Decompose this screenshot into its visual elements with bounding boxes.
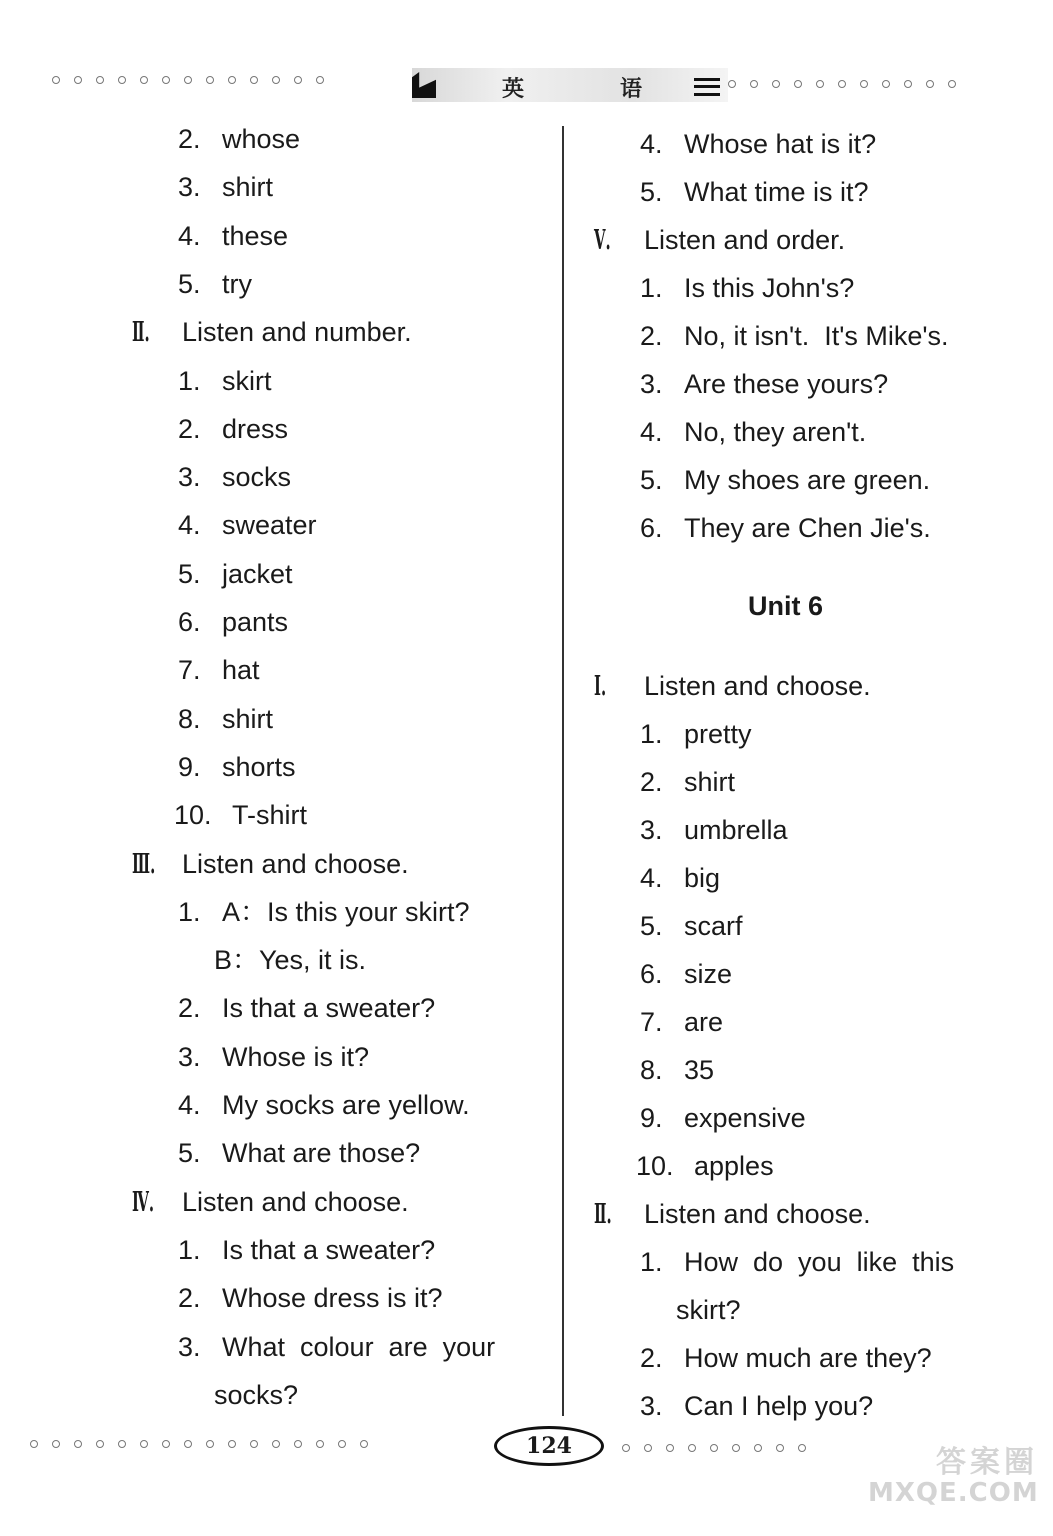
item-number: 9. [178,751,201,782]
decorative-dot [360,1440,368,1448]
item-number: 3. [178,462,201,493]
decorative-dot [118,76,126,84]
column-divider [562,126,564,1416]
answer-item: T-shirt [232,800,308,831]
page-number: 124 [494,1426,604,1466]
decorative-dot [118,1440,126,1448]
answer-item: What colour are your [222,1331,496,1362]
answer-item: these [222,220,289,251]
item-number: 4. [178,1090,201,1120]
watermark-logo: 答案圈 [936,1445,1038,1480]
section-instruction: Listen and choose. [182,848,409,879]
decorative-dot [732,1444,740,1452]
item-number: 10. [636,1151,674,1181]
item-number: 6. [640,513,663,543]
decorative-dot [688,1444,696,1452]
answer-item: scarf [684,911,743,941]
answer-item-continued: B：Yes, it is. [214,945,367,976]
item-number: 2. [640,767,663,797]
answer-item: pretty [684,719,752,749]
decorative-dot [206,1440,214,1448]
item-number: 9. [640,1103,663,1133]
answer-item: Is this John's? [684,273,855,303]
decorative-dot [206,76,214,84]
item-number: 4. [178,220,201,251]
answer-item: shirt [222,172,274,203]
answer-item: try [222,268,252,299]
decorative-dot [184,76,192,84]
decorative-dot [140,76,148,84]
section-instruction: Listen and choose. [644,671,871,701]
decorative-dot [948,80,956,88]
item-number: 3. [640,815,663,845]
item-number: 4. [640,417,663,447]
answer-item: What time is it? [684,177,869,207]
section-number [132,1185,172,1220]
item-number: 10. [174,800,212,831]
answer-item: My shoes are green. [684,465,931,495]
roman-numeral: Ⅲ. [132,848,156,880]
item-number: 1. [640,273,663,303]
decorative-dot [794,80,802,88]
item-number: 3. [178,1041,201,1072]
answer-item: sweater [222,510,317,541]
decorative-dot [666,1444,674,1452]
item-number: 5. [178,268,201,299]
answer-item: hat [222,655,260,686]
decorative-dot [96,1440,104,1448]
item-number: 2. [640,1343,663,1373]
answer-item: expensive [684,1103,806,1133]
decorative-dot [272,76,280,84]
item-number: 5. [178,558,201,589]
answer-item-continued: socks? [214,1379,299,1410]
answer-item: pants [222,607,289,637]
answer-item: No, they aren't. [684,417,867,447]
decorative-dot [30,1440,38,1448]
item-number: 5. [640,911,663,941]
item-number: 3. [178,172,201,203]
decorative-dot [228,1440,236,1448]
section-number [594,669,616,704]
decorative-dot [776,1444,784,1452]
decorative-dot [316,76,324,84]
decorative-dot [162,1440,170,1448]
roman-numeral: Ⅴ. [594,225,611,256]
decorative-dot [338,1440,346,1448]
answer-item: whose [222,124,301,154]
decorative-dot [140,1440,148,1448]
item-number: 3. [640,1391,663,1421]
subject-title [502,72,642,103]
item-number: 1. [178,896,201,927]
decorative-dot [926,80,934,88]
answer-item: A：Is this your skirt? [222,896,470,927]
decorative-dot [750,80,758,88]
subject-title-char-2: 语 [619,76,642,102]
banner-ornament-right-icon [694,78,720,96]
item-number: 2. [178,993,201,1024]
decorative-dot [772,80,780,88]
decorative-dot [250,1440,258,1448]
decorative-dot [52,76,60,84]
answer-item: 35 [684,1055,715,1085]
decorative-dot [316,1440,324,1448]
header-dots-right [728,80,956,88]
subject-banner [412,68,728,102]
answer-item: umbrella [684,815,788,845]
unit-heading: Unit 6 [748,591,824,621]
decorative-dot [162,76,170,84]
answer-item: They are Chen Jie's. [684,513,931,543]
answer-item: Can I help you? [684,1391,874,1421]
answer-item: Whose is it? [222,1041,370,1072]
section-instruction: Listen and order. [644,225,846,255]
decorative-dot [838,80,846,88]
answer-item: big [684,863,721,893]
answer-item-continued: skirt? [676,1295,741,1325]
header-dots-left [52,76,324,84]
item-number: 2. [640,321,663,351]
answer-item: Whose hat is it? [684,129,877,159]
roman-numeral: Ⅱ. [594,1199,612,1230]
item-number: 1. [640,1247,663,1277]
answer-item: apples [694,1151,774,1181]
section-instruction: Listen and choose. [644,1199,871,1229]
answer-item: Is that a sweater? [222,993,436,1024]
decorative-dot [644,1444,652,1452]
answer-item: socks [222,462,292,493]
answer-item: dress [222,413,289,444]
roman-numeral: Ⅱ. [132,317,150,349]
answer-item: How much are they? [684,1343,932,1373]
item-number: 3. [640,369,663,399]
answer-item: size [684,959,733,989]
item-number: 6. [178,607,201,637]
item-number: 8. [640,1055,663,1085]
section-number [594,1197,626,1232]
item-number: 5. [640,177,663,207]
roman-numeral: Ⅳ. [132,1186,155,1218]
section-number [132,315,164,350]
banner-ornament-left-icon [412,72,436,98]
item-number: 8. [178,703,201,734]
item-number: 3. [178,1331,201,1362]
decorative-dot [622,1444,630,1452]
decorative-dot [96,76,104,84]
item-number: 2. [178,1283,201,1314]
answer-item: are [684,1007,724,1037]
decorative-dot [904,80,912,88]
item-number: 5. [640,465,663,495]
item-number: 4. [640,863,663,893]
answer-item: shirt [222,703,274,734]
answer-item: Whose dress is it? [222,1283,443,1314]
answer-item: How do you like this [684,1247,955,1277]
section-instruction: Listen and number. [182,317,412,348]
answer-item: No, it isn't. It's Mike's. [684,321,949,351]
decorative-dot [294,1440,302,1448]
decorative-dot [250,76,258,84]
section-number [132,847,174,882]
watermark [868,1445,1039,1518]
footer-dots-left [30,1440,368,1448]
decorative-dot [728,80,736,88]
answer-item: shorts [222,751,296,782]
decorative-dot [272,1440,280,1448]
item-number: 7. [640,1007,663,1037]
answer-item: skirt [222,365,272,396]
answer-item: My socks are yellow. [222,1090,470,1120]
answer-item: What are those? [222,1138,421,1169]
footer-dots-right [622,1444,806,1452]
item-number: 4. [178,510,201,541]
decorative-dot [52,1440,60,1448]
decorative-dot [228,76,236,84]
decorative-dot [754,1444,762,1452]
item-number: 1. [178,1234,201,1265]
item-number: 1. [640,719,663,749]
decorative-dot [184,1440,192,1448]
item-number: 6. [640,959,663,989]
item-number: 1. [178,365,201,396]
decorative-dot [74,76,82,84]
watermark-url: MXQE.COM [868,1478,1039,1508]
roman-numeral: Ⅰ. [594,671,607,702]
decorative-dot [882,80,890,88]
item-number: 2. [178,124,201,154]
answer-item: Are these yours? [684,369,889,399]
item-number: 4. [640,129,663,159]
item-number: 5. [178,1138,201,1169]
item-number: 7. [178,655,201,686]
answer-item: shirt [684,767,736,797]
decorative-dot [798,1444,806,1452]
decorative-dot [860,80,868,88]
decorative-dot [710,1444,718,1452]
subject-title-char-1: 英 [502,76,525,102]
decorative-dot [294,76,302,84]
answer-item: jacket [222,558,293,589]
page-header [0,62,1053,112]
decorative-dot [816,80,824,88]
item-number: 2. [178,413,201,444]
decorative-dot [74,1440,82,1448]
answer-item: Is that a sweater? [222,1234,436,1265]
section-number [594,223,624,258]
section-instruction: Listen and choose. [182,1186,409,1217]
